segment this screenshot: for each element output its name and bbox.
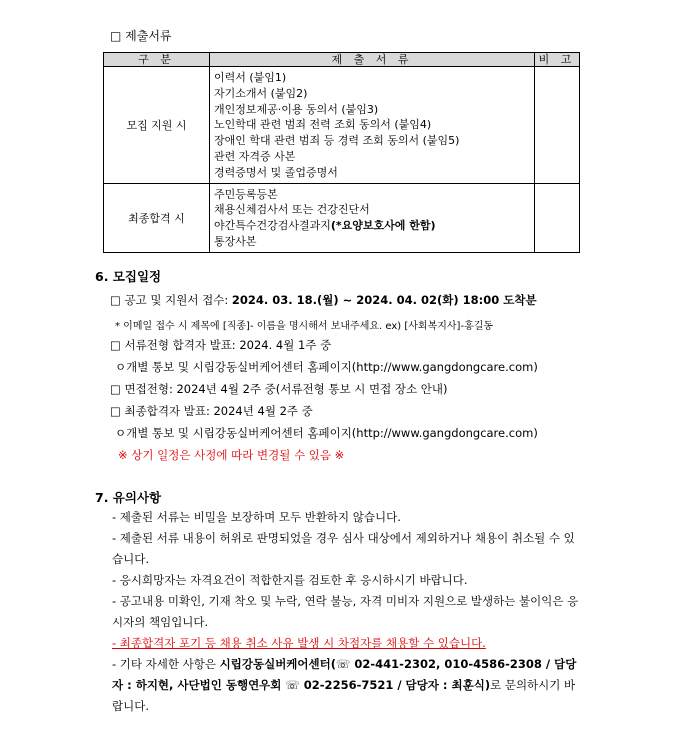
schedule-line-7: ㅇ개별 통보 및 시립강동실버케어센터 홈페이지(http://www.gangdongcare.com) (115, 426, 538, 440)
submit-docs-table (103, 52, 580, 253)
row-note (535, 67, 580, 184)
schedule-line-3: □ 서류전형 합격자 발표: 2024. 4월 1주 중 (110, 338, 332, 352)
caution-item: - 제출된 서류 내용이 허위로 판명되었을 경우 심사 대상에서 제외하거나 채용이 취소될 수 있습니다. (112, 531, 575, 566)
row-note (535, 183, 580, 252)
table-row (104, 183, 580, 252)
schedule-email-note: * 이메일 접수 시 제목에 [직종]- 이름을 명시해서 보내주세요. ex) [사회복지사]-홍길동 (115, 321, 494, 332)
list-item-emphasis: (*요양보호사에 한함) (330, 219, 436, 233)
schedule-line-1 (110, 292, 537, 308)
row-items (210, 183, 535, 252)
row-category: 최종합격 시 (104, 183, 210, 252)
caution-item: - 제출된 서류는 비밀을 보장하며 모두 반환하지 않습니다. (112, 510, 401, 524)
list-item: 자기소개서 (붙임2) (214, 86, 308, 100)
schedule-period: 2024. 03. 18.(월) ~ 2024. 04. 02(화) 18:00 도착분 (231, 293, 537, 307)
list-item: 통장사본 (214, 234, 257, 248)
list-item: 채용신체검사서 또는 건강진단서 (214, 203, 370, 217)
list-item: 주민등록등본 (214, 187, 278, 201)
schedule-title: 6. 모집일정 (95, 269, 162, 284)
schedule-line-6: □ 최종합격자 발표: 2024년 4월 2주 중 (110, 404, 313, 418)
col-docs-header: 제 출 서 류 (210, 53, 535, 67)
row-category: 모집 지원 시 (104, 67, 210, 184)
row-items (210, 67, 535, 184)
caution-title: 7. 유의사항 (95, 490, 162, 505)
submit-docs-heading: □ 제출서류 (110, 29, 172, 43)
caution-item: - 공고내용 미확인, 기재 착오 및 누락, 연락 불능, 자격 미비자 지원으로 발생하는 불이익은 응시자의 책임입니다. (112, 594, 579, 629)
caution-item-red: - 최종합격자 포기 등 채용 취소 사유 발생 시 차점자를 채용할 수 있습니다. (112, 636, 486, 650)
caution-list (112, 507, 582, 717)
contact-info: 시립강동실버케어센터(☏ 02-441-2302, 010-4586-2308 / 담당자 : 하지현, 사단법인 동행연우회 ☏ 02-2256-7521 / 담당자 : 최훈식) (112, 657, 577, 692)
list-item: 경력증명서 및 졸업증명서 (214, 165, 338, 179)
list-item: 장애인 학대 관련 범죄 등 경력 조회 동의서 (붙임5) (214, 134, 460, 148)
table-row (104, 67, 580, 184)
list-item: 관련 자격증 사본 (214, 149, 296, 163)
list-item: 노인학대 관련 범죄 전력 조회 동의서 (붙임4) (214, 118, 432, 132)
schedule-line-1-prefix: □ 공고 및 지원서 접수: (110, 293, 232, 307)
list-item-text: 야간특수건강검사결과지 (214, 219, 331, 233)
col-category-header: 구 분 (104, 53, 210, 67)
schedule-line-4: ㅇ개별 통보 및 시립강동실버케어센터 홈페이지(http://www.gangdongcare.com) (115, 360, 538, 374)
schedule-line-5: □ 면접전형: 2024년 4월 2주 중(서류전형 통보 시 면접 장소 안내) (110, 382, 448, 396)
list-item (214, 218, 530, 234)
table-header-row (104, 53, 580, 67)
caution-item-contact (112, 654, 582, 717)
list-item: 개인정보제공·이용 동의서 (붙임3) (214, 102, 379, 116)
caution-item: - 응시희망자는 자격요건이 적합한지를 검토한 후 응시하시기 바랍니다. (112, 573, 468, 587)
schedule-change-notice: ※ 상기 일정은 사정에 따라 변경될 수 있음 ※ (118, 448, 345, 462)
contact-suffix: 로 문의하시기 바랍니다. (112, 678, 576, 713)
col-note-header: 비 고 (535, 53, 580, 67)
contact-prefix: - 기타 자세한 사항은 (112, 657, 220, 671)
list-item: 이력서 (붙임1) (214, 71, 287, 84)
